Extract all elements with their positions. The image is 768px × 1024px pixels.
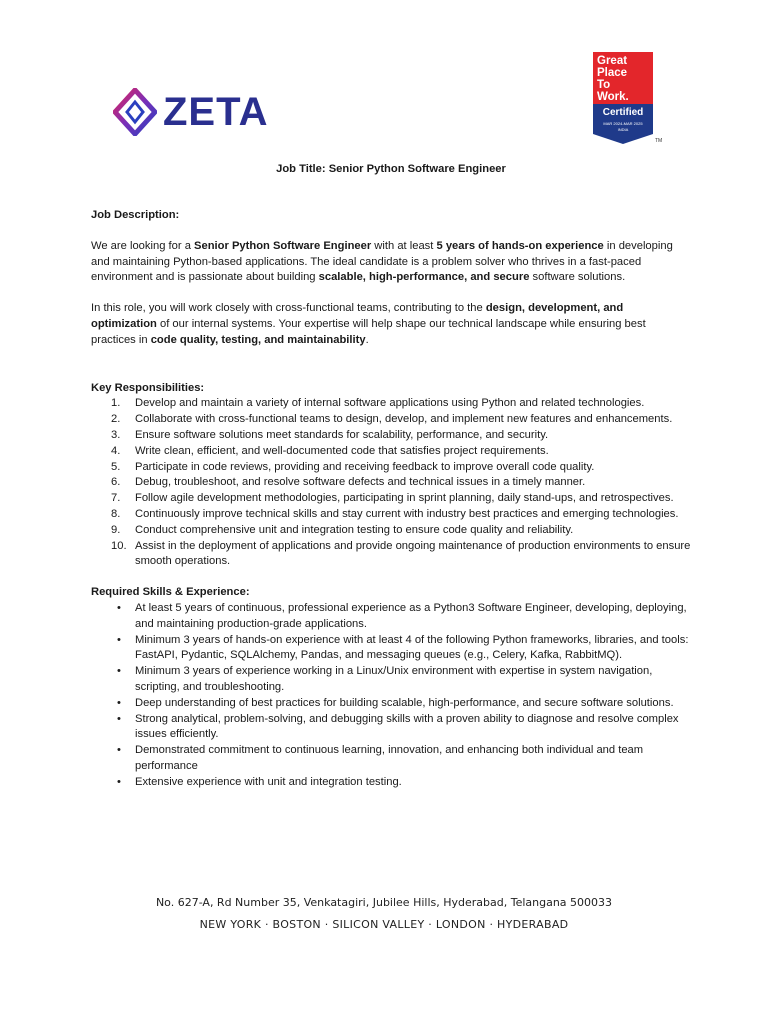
bold-text: design, development, and optimization [91,302,624,330]
skill-item [91,775,691,791]
badge-line-1: Great [597,55,628,67]
item-number: 10. [111,539,127,552]
skills-heading: Required Skills & Experience: [91,586,250,599]
description-paragraph-2 [91,301,691,348]
responsibility-item [91,412,691,428]
badge-top [593,52,653,104]
responsibility-text: Participate in code reviews, providing and receiving feedback to improve overall code quality. [135,460,595,473]
text-run: with at least [371,239,437,252]
responsibility-item [91,460,691,476]
skill-text: Demonstrated commitment to continuous learning, innovation, and enhancing both individual and team performance [135,744,644,772]
item-number: 1. [111,397,121,410]
responsibilities-heading: Key Responsibilities: [91,381,205,394]
description-paragraph-1 [91,239,691,286]
badge-country: INDIA [617,127,629,132]
badge-certified: Certified [602,107,644,118]
zeta-logo [113,88,268,136]
footer-cities: NEW YORK · BOSTON · SILICON VALLEY · LONDON · HYDERABAD [199,918,569,931]
badge-trademark: TM [655,138,663,144]
responsibility-text: Collaborate with cross-functional teams to design, develop, and implement new features and enhancements. [135,413,673,426]
zeta-logo-icon [113,88,157,136]
text-run: We are looking for a [91,239,195,252]
badge-certified-banner [593,104,653,144]
text-run: software solutions. [529,271,626,284]
responsibility-text: Write clean, efficient, and well-documented code that satisfies project requirements. [135,444,549,457]
badge-line-2: Place [597,67,628,79]
skill-text: Minimum 3 years of hands-on experience with at least 4 of the following Python frameworks, libraries, and tools: FastAPI, Pydantic, SQLAlchemy, Pandas, and messaging queues (e.g., Celery, Kafka, RabbitMQ). [135,633,689,662]
responsibility-text: Follow agile development methodologies, participating in sprint planning, daily stand-ups, and retrospectives. [135,492,674,505]
skill-text: Extensive experience with unit and integration testing. [135,775,402,788]
responsibility-item [91,491,691,507]
bullet-icon: • [117,601,121,614]
skill-item [91,696,691,712]
bold-text: code quality, testing, and maintainability [150,333,366,346]
skill-text: Strong analytical, problem-solving, and debugging skills with a proven ability to diagnose and resolve complex issues efficiently. [135,712,679,741]
item-number: 5. [111,460,121,473]
bold-text: Senior Python Software Engineer [194,239,372,252]
responsibility-item [91,396,691,412]
responsibility-text: Conduct comprehensive unit and integration testing to ensure code quality and reliability. [135,523,574,536]
skills-list [91,601,691,791]
bullet-icon: • [117,712,121,725]
bold-text: scalable, high-performance, and secure [318,271,530,284]
item-number: 7. [111,492,121,505]
responsibility-text: Continuously improve technical skills and stay current with industry best practices and emerging technologies. [135,507,679,520]
skill-text: At least 5 years of continuous, professional experience as a Python3 Software Engineer, developing, deploying, and maintaining production-grade applications. [135,601,687,630]
text-run: in developing and maintaining Python-based applications. The ideal candidate is a problem solver who thrives in a fast-paced environment and is passionate about building [91,239,673,284]
logo-text: ZETA [163,90,269,134]
bullet-icon: • [117,775,121,788]
text-run: . [365,333,369,346]
responsibility-text: Develop and maintain a variety of internal software applications using Python and related technologies. [135,397,645,410]
item-number: 2. [111,413,121,426]
skill-item [91,743,691,775]
job-description-heading: Job Description: [91,209,180,221]
skill-item [91,664,691,696]
skill-text: Deep understanding of best practices for building scalable, high-performance, and secure software solutions. [135,696,674,709]
responsibility-item [91,444,691,460]
bold-text: 5 years of hands-on experience [436,239,604,252]
item-number: 6. [111,476,121,489]
responsibility-item [91,539,691,571]
responsibility-item [91,428,691,444]
responsibilities-list [91,396,691,570]
bullet-icon: • [117,744,121,757]
skill-item [91,633,691,665]
text-run: of our internal systems. Your expertise will help shape our technical landscape while ensuring best practices in [91,317,646,346]
footer-address: No. 627-A, Rd Number 35, Venkatagiri, Jubilee Hills, Hyderabad, Telangana 500033 [155,896,613,909]
badge-line-4: Work. [597,91,629,103]
responsibility-item [91,523,691,539]
responsibility-text: Debug, troubleshoot, and resolve software defects and technical issues in a timely manner. [135,476,586,489]
bullet-icon: • [117,696,121,709]
bullet-icon: • [117,633,121,646]
great-place-to-work-badge [593,52,663,144]
responsibility-item [91,475,691,491]
responsibility-text: Ensure software solutions meet standards for scalability, performance, and security. [135,428,549,441]
responsibility-item [91,507,691,523]
item-number: 4. [111,444,121,457]
job-content [91,162,691,791]
skill-text: Minimum 3 years of experience working in a Linux/Unix environment with expertise in system navigation, scripting, and troubleshooting. [135,665,653,693]
responsibility-text: Assist in the deployment of applications and provide ongoing maintenance of production environments to ensure smooth operations. [135,539,691,568]
item-number: 8. [111,507,121,520]
item-number: 3. [111,428,121,441]
item-number: 9. [111,523,121,536]
skill-item [91,712,691,744]
bullet-icon: • [117,665,121,678]
badge-line-3: To [597,79,611,91]
skill-item [91,601,691,633]
job-title: Job Title: Senior Python Software Engineer [276,163,506,175]
text-run: In this role, you will work closely with cross-functional teams, contributing to the [91,302,486,315]
badge-period: MAR 2024-MAR 2025 [603,121,643,126]
